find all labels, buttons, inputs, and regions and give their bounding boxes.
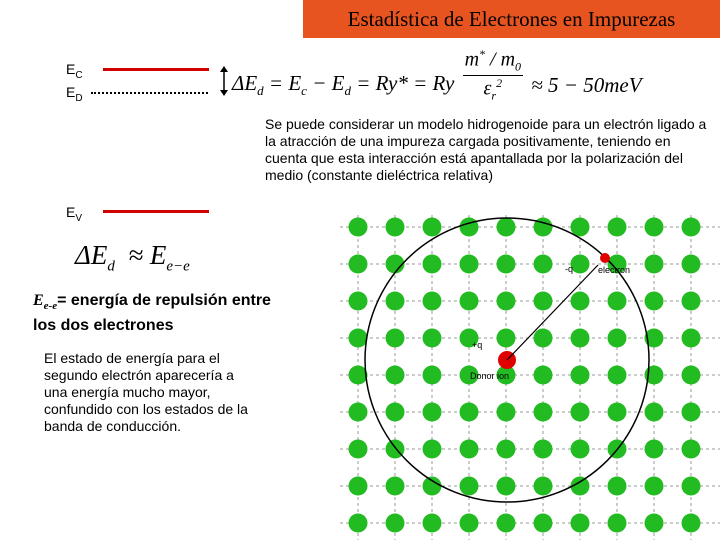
ev-label: $E_V$ [66, 204, 83, 224]
lattice-atom [386, 218, 405, 237]
lattice-atom [571, 403, 590, 422]
lattice-atom [423, 440, 442, 459]
lattice-atom [423, 366, 442, 385]
repulsion-energy-formula: $\Delta E_d \approx E_{e-e}$ [75, 240, 190, 275]
lattice-atom [682, 403, 701, 422]
lattice-atom [682, 477, 701, 496]
conduction-band-line [103, 68, 209, 71]
lattice-atom [460, 477, 479, 496]
lattice-atom [645, 292, 664, 311]
lattice-atom [682, 514, 701, 533]
lattice-atom [386, 403, 405, 422]
lattice-atom [423, 218, 442, 237]
ionization-energy-formula: $\Delta E_d = E_c - E_d = Ry* = Ry$ $\frac{m^* / m_0}{\varepsilon_r^2}$ ≈ 5 − 50meV [232, 47, 642, 103]
lattice-atom [608, 514, 627, 533]
donor-ion-label: Donor ion [470, 371, 510, 381]
bound-electron [600, 253, 610, 263]
lattice-atom [460, 218, 479, 237]
lattice-atom [423, 292, 442, 311]
lattice-atom [460, 440, 479, 459]
lattice-atom [497, 329, 516, 348]
hydrogenic-donor-lattice [340, 215, 720, 540]
electron-charge-label: -q [565, 264, 574, 274]
lattice-atom [571, 255, 590, 274]
lattice-atom [497, 477, 516, 496]
lattice-atom [423, 477, 442, 496]
lattice-atom [682, 440, 701, 459]
lattice-atom [497, 514, 516, 533]
lattice-atom [682, 366, 701, 385]
lattice-atom [645, 440, 664, 459]
lattice-atom [682, 292, 701, 311]
lattice-atom [608, 292, 627, 311]
ed-label: $E_D$ [66, 84, 83, 104]
energy-gap-arrow [219, 66, 229, 96]
lattice-atom [349, 329, 368, 348]
valence-band-line [103, 210, 209, 213]
lattice-atom [386, 329, 405, 348]
lattice-atom [386, 514, 405, 533]
lattice-atom [423, 514, 442, 533]
lattice-atom [534, 329, 553, 348]
lattice-atom [386, 477, 405, 496]
lattice-atom [497, 292, 516, 311]
donor-level-line [91, 92, 208, 94]
lattice-atom [423, 255, 442, 274]
lattice-atom [571, 366, 590, 385]
hydrogenic-model-text: Se puede considerar un modelo hidrogenoide para un electrón ligado a la atracción de una impureza cargada positivamente, teniendo en cuenta que esta interacción está apantallada por la polarización del medio (constante dieléctrica relativa) [265, 116, 707, 183]
lattice-atom [534, 514, 553, 533]
lattice-atom [349, 514, 368, 533]
lattice-atom [460, 403, 479, 422]
lattice-atom [349, 403, 368, 422]
lattice-atom [571, 440, 590, 459]
lattice-atom [571, 514, 590, 533]
lattice-atom [571, 329, 590, 348]
lattice-atom [534, 477, 553, 496]
lattice-atom [534, 366, 553, 385]
lattice-atom [460, 514, 479, 533]
lattice-atom [497, 403, 516, 422]
lattice-atom [571, 292, 590, 311]
lattice-atom [386, 292, 405, 311]
page-title: Estadística de Electrones en Impurezas [347, 6, 676, 31]
lattice-atom [497, 440, 516, 459]
lattice-atom [534, 440, 553, 459]
lattice-atom [645, 255, 664, 274]
title-banner [303, 0, 720, 38]
repulsion-definition: $E_{e-e}=$ energía de repulsión entre los dos electrones [33, 292, 271, 335]
lattice-atom [534, 292, 553, 311]
lattice-atom [460, 255, 479, 274]
lattice-atom [645, 403, 664, 422]
ec-label: $E_C$ [66, 61, 83, 81]
lattice-atom [349, 477, 368, 496]
lattice-atom [608, 403, 627, 422]
lattice-atom [497, 255, 516, 274]
lattice-atom [645, 514, 664, 533]
lattice-atom [608, 218, 627, 237]
lattice-atom [349, 218, 368, 237]
lattice-atom [497, 218, 516, 237]
lattice-atom [460, 292, 479, 311]
lattice-atom [386, 366, 405, 385]
lattice-atom [682, 329, 701, 348]
lattice-atom [349, 440, 368, 459]
lattice-atom [349, 292, 368, 311]
second-electron-text: El estado de energía para el segundo electrón aparecería a una energía mucho mayor, confundido con los estados de la banda de conducción. [44, 350, 248, 434]
lattice-atom [608, 366, 627, 385]
lattice-atom [682, 218, 701, 237]
lattice-atom [608, 329, 627, 348]
lattice-atom [608, 477, 627, 496]
electron-label: electron [598, 265, 631, 275]
lattice-atom [534, 255, 553, 274]
lattice-atom [349, 255, 368, 274]
lattice-atom [423, 329, 442, 348]
lattice-atom [423, 403, 442, 422]
lattice-atom [645, 218, 664, 237]
lattice-atom [534, 403, 553, 422]
lattice-atom [645, 477, 664, 496]
lattice-atom [682, 255, 701, 274]
donor-charge-label: +q [472, 340, 483, 350]
